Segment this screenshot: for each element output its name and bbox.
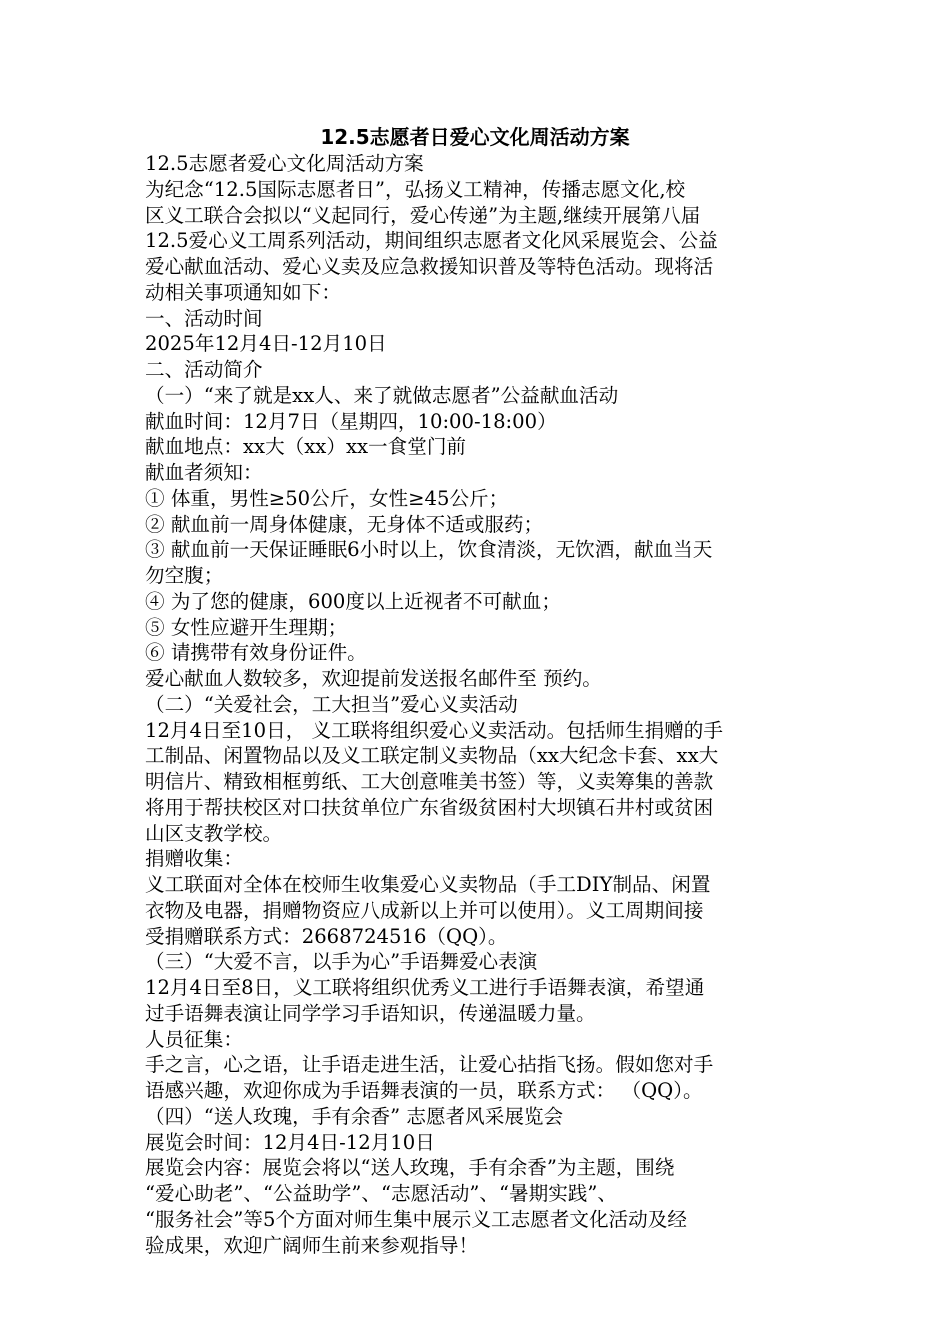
document-line: ④ 为了您的健康，600度以上近视者不可献血； [145, 589, 561, 613]
document-title: 12.5志愿者日爱心文化周活动方案 [320, 125, 630, 149]
document-line: 人员征集： [145, 1027, 243, 1051]
document-line: 勿空腹； [145, 564, 224, 587]
document-line: （四）“送人玫瑰，手有余香” 志愿者风采展览会 [145, 1104, 564, 1128]
document-line: 12月4日至10日， 义工联将组织爱心义卖活动。包括师生捐赠的手 [145, 718, 723, 742]
document-line: ① 体重，男性≥50公斤，女性≥45公斤； [145, 486, 509, 510]
document-line: ⑤ 女性应避开生理期； [145, 615, 348, 639]
document-line: 12.5志愿者爱心文化周活动方案 [145, 152, 424, 175]
document-line: 将用于帮扶校区对口扶贫单位广东省级贫困村大坝镇石井村或贫困 [145, 795, 714, 819]
document-line: 一、活动时间 [145, 306, 263, 330]
document-line: 爱心献血人数较多，欢迎提前发送报名邮件至 预约。 [145, 667, 602, 690]
document-line: 验成果，欢迎广阔师生前来参观指导！ [145, 1233, 479, 1257]
document-line: “服务社会”等5个方面对师生集中展示义工志愿者文化活动及经 [145, 1207, 687, 1231]
document-line: 区义工联合会拟以“义起同行，爱心传递”为主题,继续开展第八届 [145, 203, 701, 227]
document-line: 工制品、闲置物品以及义工联定制义卖物品（xx大纪念卡套、xx大 [145, 744, 719, 768]
document-line: ② 献血前一周身体健康，无身体不适或服药； [145, 512, 544, 536]
document-line: 捐赠收集： [145, 847, 243, 871]
document-line: 衣物及电器，捐赠物资应八成新以上并可以使用）。义工周期间接 [145, 898, 704, 922]
document-line: 为纪念“12.5国际志愿者日”，弘扬义工精神，传播志愿文化,校 [145, 177, 686, 201]
document-line: （一）“来了就是xx人、来了就做志愿者”公益献血活动 [145, 383, 619, 407]
document-line: （三）“大爱不言，以手为心”手语舞爱心表演 [145, 950, 538, 974]
document-line: 受捐赠联系方式：2668724516（QQ）。 [145, 924, 508, 948]
document-line: 爱心献血活动、爱心义卖及应急救援知识普及等特色活动。现将活 [145, 255, 714, 278]
document-line: ⑥ 请携带有效身份证件。 [145, 641, 367, 665]
document-line: 山区支教学校。 [145, 821, 283, 845]
document-line: （二）“关爱社会，工大担当”爱心义卖活动 [145, 692, 518, 716]
document-line: 展览会内容：展览会将以“送人玫瑰，手有余香”为主题，围绕 [145, 1156, 675, 1180]
document-line: 展览会时间：12月4日-12月10日 [145, 1130, 435, 1154]
document-line: 过手语舞表演让同学学习手语知识，传递温暖力量。 [145, 1001, 596, 1025]
document-line: 动相关事项通知如下： [145, 280, 341, 304]
document-line: 12月4日至8日，义工联将组织优秀义工进行手语舞表演，希望通 [145, 976, 705, 999]
document-line: 献血时间：12月7日（星期四，10:00-18:00） [145, 409, 557, 433]
document-line: 语感兴趣，欢迎你成为手语舞表演的一员，联系方式： （QQ）。 [145, 1079, 703, 1102]
document-line: 12.5爱心义工周系列活动，期间组织志愿者文化风采展览会、公益 [145, 229, 718, 253]
document-line: 二、活动简介 [145, 358, 263, 381]
document-line: 2025年12月4日-12月10日 [145, 332, 387, 356]
document-line: 手之言，心之语，让手语走进生活，让爱心拈指飞扬。假如您对手 [145, 1053, 714, 1077]
document-line: 义工联面对全体在校师生收集爱心义卖物品（手工DIY制品、闲置 [145, 873, 711, 896]
document-line: ③ 献血前一天保证睡眠6小时以上，饮食清淡，无饮酒，献血当天 [145, 538, 713, 562]
document-line: “爱心助老”、“公益助学”、“志愿活动”、“暑期实践”、 [145, 1182, 618, 1205]
document-page [145, 123, 805, 1258]
document-line: 献血地点：xx大（xx）xx一食堂门前 [145, 435, 467, 459]
document-line: 明信片、精致相框剪纸、工大创意唯美书签）等，义卖筹集的善款 [145, 770, 714, 793]
document-line: 献血者须知： [145, 461, 263, 484]
document-body [145, 151, 805, 1258]
